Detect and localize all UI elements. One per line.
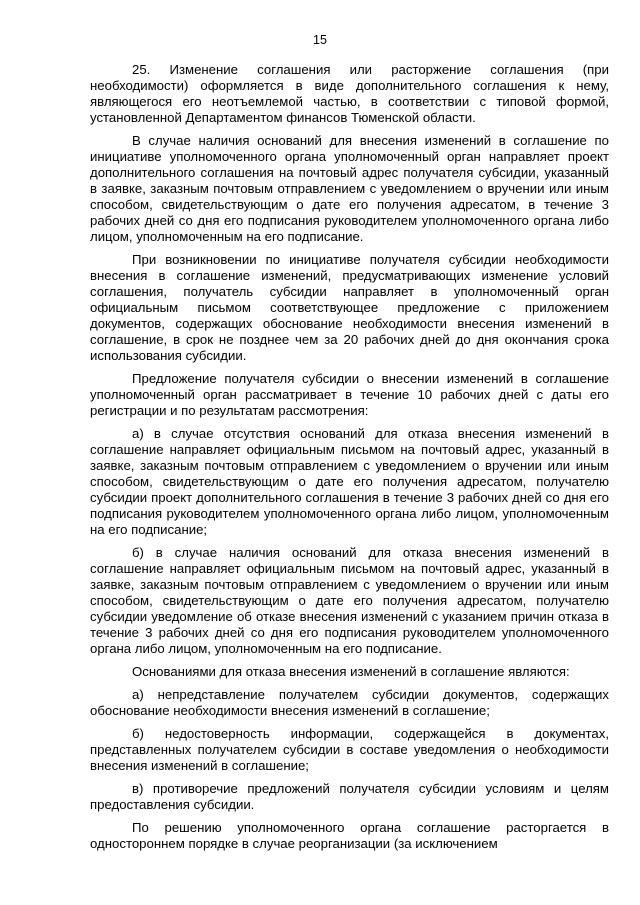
paragraph-ground-b: б) недостоверность информации, содержащейся в документах, представленных получателем субсидии в составе уведомления о необходимости внесения изменений в соглашение; — [90, 726, 609, 773]
paragraph-item-b: б) в случае наличия оснований для отказа внесения изменений в соглашение направляет официальным письмом на почтовый адрес, указанный в заявке, заказным почтовым отправлением с уведомлением о вручении или иным способом, свидетельствующим о дате его получения адресатом, получателю субсидии уведомление об отказе внесения изменений с указанием причин отказа в течение 3 рабочих дней со дня его подписания руководителем уполномоченного органа либо лицом, уполномоченным на его подписание. — [90, 545, 609, 656]
page-number: 15 — [313, 33, 327, 47]
paragraph-authority-initiative: В случае наличия оснований для внесения изменений в соглашение по инициативе уполномоченного органа уполномоченный орган направляет проект дополнительного соглашения на почтовый адрес получателя субсидии, указанный в заявке, заказным почтовым отправлением с уведомлением о вручении или иным способом, свидетельствующим о дате его получения адресатом, в течение 3 рабочих дней со дня его подписания руководителем уполномоченного органа либо лицом, уполномоченным на его подписание. — [90, 133, 609, 244]
paragraph-refusal-grounds: Основаниями для отказа внесения изменений в соглашение являются: — [132, 664, 570, 679]
paragraph-ground-a: а) непредставление получателем субсидии документов, содержащих обоснование необходимости внесения изменений в соглашение; — [90, 687, 609, 718]
paragraph-recipient-initiative: При возникновении по инициативе получателя субсидии необходимости внесения в соглашение изменений, предусматривающих изменение условий соглашения, получатель субсидии направляет в уполномоченный орган официальным письмом соответствующее предложение с приложением документов, содержащих обоснование необходимости внесения изменений в соглашение, в срок не позднее чем за 20 рабочих дней до дня окончания срока использования субсидии. — [90, 252, 609, 363]
paragraph-ground-c: в) противоречие предложений получателя субсидии условиям и целям предоставления субсидии. — [90, 781, 609, 812]
document-body — [90, 62, 609, 859]
paragraph-review-proposal: Предложение получателя субсидии о внесении изменений в соглашение уполномоченный орган рассматривает в течение 10 рабочих дней с даты его регистрации и по результатам рассмотрения: — [90, 371, 609, 418]
paragraph-termination: По решению уполномоченного органа соглашение расторгается в одностороннем порядке в случае реорганизации (за исключением — [90, 820, 609, 851]
paragraph-item-a: а) в случае отсутствия оснований для отказа внесения изменений в соглашение направляет официальным письмом на почтовый адрес, указанный в заявке, заказным почтовым отправлением с уведомлением о вручении или иным способом, свидетельствующим о дате его получения адресатом, получателю субсидии проект дополнительного соглашения в течение 3 рабочих дней со дня его подписания руководителем уполномоченного органа либо лицом, уполномоченным на его подписание; — [90, 426, 609, 537]
paragraph-25-amendment: 25. Изменение соглашения или расторжение соглашения (при необходимости) оформляется в виде дополнительного соглашения к нему, являющегося его неотъемлемой частью, в соответствии с типовой формой, установленной Департаментом финансов Тюменской области. — [90, 62, 609, 125]
